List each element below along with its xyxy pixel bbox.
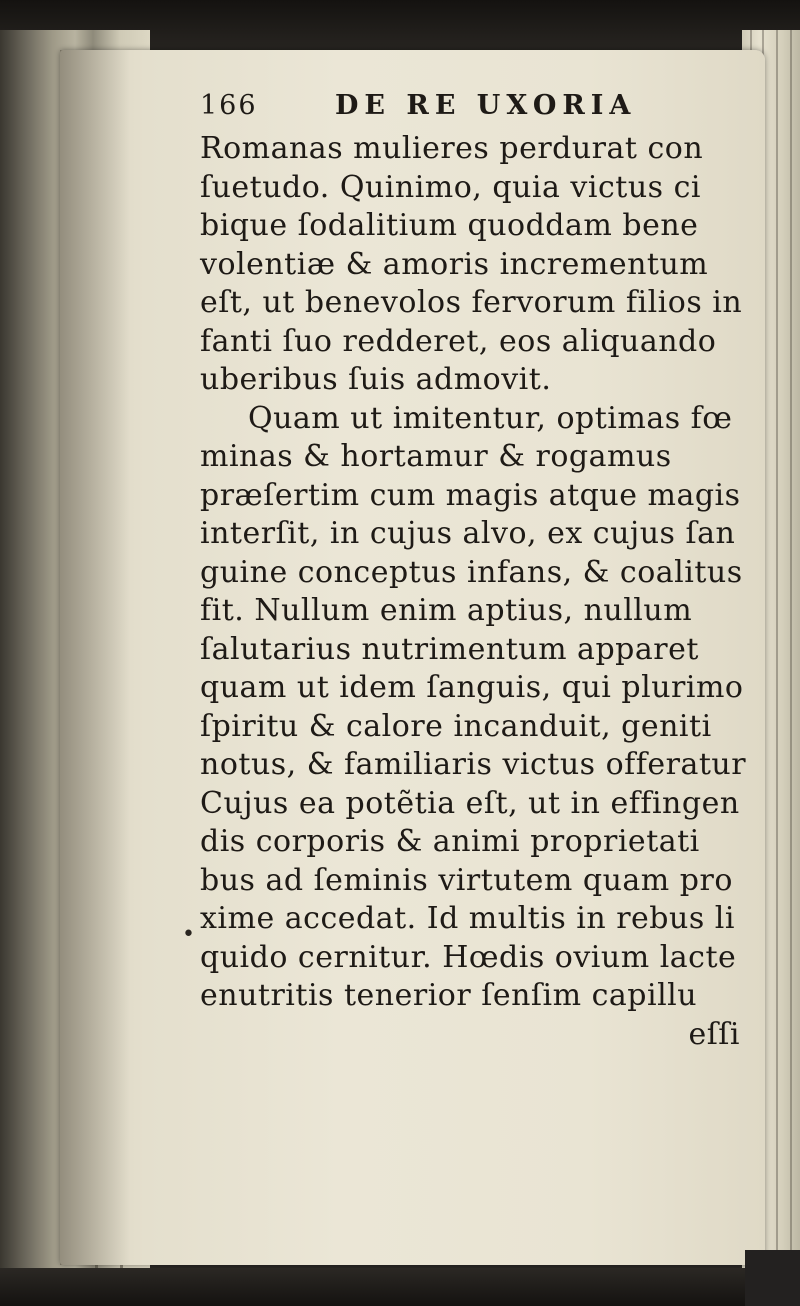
text-line: volentiæ & amoris incrementum	[200, 246, 709, 282]
page-number: 166	[200, 90, 258, 121]
page-fold-shadow	[60, 50, 130, 1265]
text-line: Cujus ea potẽtia eſt, ut in effingen	[200, 785, 740, 821]
text-line: Quam ut imitentur, optimas fœ	[248, 400, 733, 436]
text-line: uberibus ſuis admovit.	[200, 362, 552, 397]
text-line: fanti ſuo redderet, eos aliquando	[200, 323, 717, 359]
text-line: interſit, in cujus alvo, ex cujus ſan	[200, 516, 736, 551]
text-line: xime accedat. Id multis in rebus li	[200, 901, 735, 936]
text-line: bique ſodalitium quoddam bene	[200, 208, 699, 243]
text-line: notus, & familiaris victus offeratur	[200, 747, 747, 782]
text-line: enutritis tenerior ſenſim capillu	[200, 978, 698, 1013]
margin-mark: •	[182, 922, 195, 947]
text-line: minas & hortamur & rogamus	[200, 439, 672, 474]
page-edge-line	[776, 30, 778, 1280]
running-head	[200, 90, 760, 130]
text-line: præſertim cum magis atque magis	[200, 477, 741, 513]
catchword: eſſi	[688, 1016, 740, 1052]
page-edge-line	[790, 30, 792, 1280]
text-line: Romanas mulieres perdurat con	[200, 131, 704, 166]
corner-shadow	[745, 1250, 800, 1306]
text-line: ſuetudo. Quinimo, quia victus ci	[200, 169, 701, 205]
text-line: eſt, ut benevolos fervorum filios in	[200, 285, 743, 320]
running-title: DE RE UXORIA	[335, 90, 637, 121]
text-line: quido cernitur. Hœdis ovium lacte	[200, 939, 737, 975]
text-line: quam ut idem ſanguis, qui plurimo	[200, 670, 744, 705]
page-text	[200, 90, 760, 1054]
text-line: ſalutarius nutrimentum apparet	[200, 631, 699, 667]
text-line: bus ad ſeminis virtutem quam pro	[200, 862, 733, 898]
bottom-shadow	[0, 1268, 800, 1306]
text-line: dis corporis & animi proprietati	[200, 824, 700, 859]
text-line: fit. Nullum enim aptius, nullum	[200, 593, 693, 628]
text-line: guine conceptus infans, & coalitus	[200, 554, 743, 590]
text-line: ſpiritu & calore incanduit, geniti	[200, 708, 712, 744]
